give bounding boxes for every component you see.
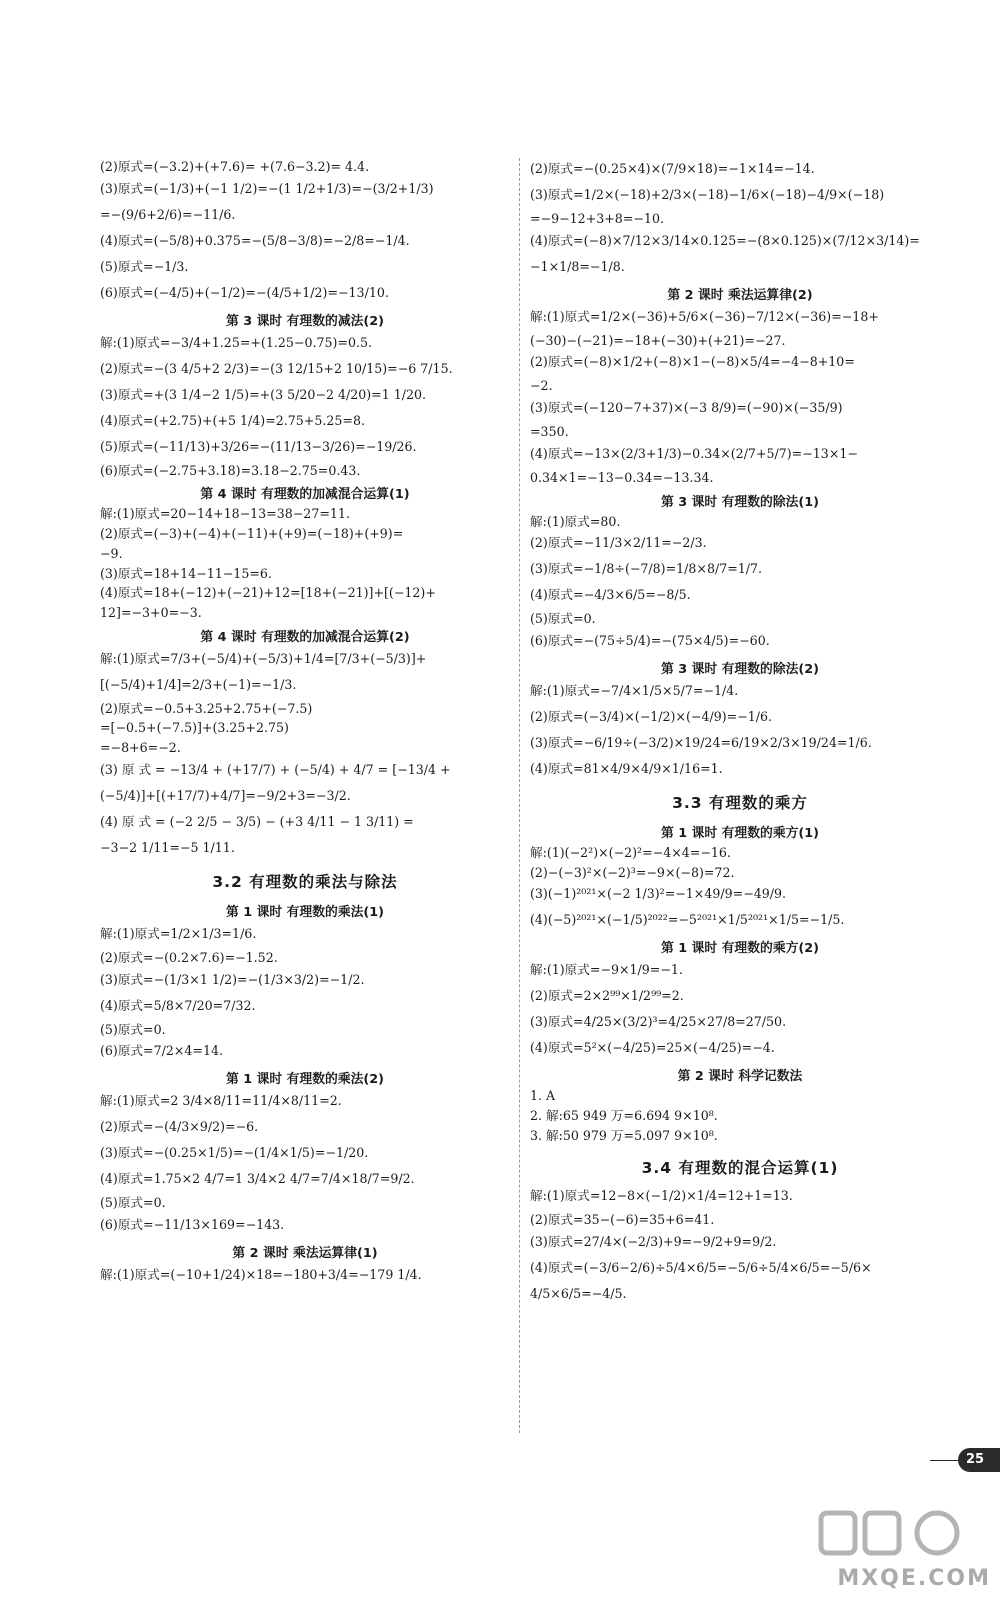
solution-line: (5)原式=−1/3. [100,258,189,274]
lesson-heading: 第 3 课时 有理数的减法(2) [225,313,385,329]
solution-line: 解:(1)原式=12−8×(−1/2)×1/4=12+1=13. [530,1188,793,1204]
solution-line: (4)原式=−4/3×6/5=−8/5. [530,587,691,603]
solution-line: 解:(1)原式=1/2×1/3=1/6. [100,925,257,941]
solution-line: (−30)−(−21)=−18+(−30)+(+21)=−27. [530,332,786,348]
solution-line: (4)原式=1.75×2 4/7=1 3/4×2 4/7=7/4×18/7=9/2. [100,1171,415,1187]
solution-line: 2. 解:65 949 万=6.694 9×10⁸. [530,1108,718,1124]
solution-line: (2)−(−3)²×(−2)³=−9×(−8)=72. [530,864,735,880]
solution-line: (3)原式=18+14−11−15=6. [100,565,272,581]
solution-line: (2)原式=(−3)+(−4)+(−11)+(+9)=(−18)+(+9)= [100,526,404,542]
solution-line: (6)原式=−(75÷5/4)=−(75×4/5)=−60. [530,633,770,649]
lesson-heading: 第 1 课时 有理数的乘法(2) [225,1072,385,1088]
solution-line: 解:(1)原式=(−10+1/24)×18=−180+3/4=−179 1/4. [100,1267,422,1283]
solution-line: 1. A [530,1088,556,1104]
solution-line: (6)原式=(−2.75+3.18)=3.18−2.75=0.43. [100,462,361,478]
solution-line: (2)原式=−11/3×2/11=−2/3. [530,535,707,551]
solution-line: −9. [100,545,123,561]
solution-line: =−8+6=−2. [100,740,181,756]
section-title: 3.3 有理数的乘方 [672,794,808,813]
solution-line: [(−5/4)+1/4]=2/3+(−1)=−1/3. [100,676,297,692]
lesson-heading: 第 3 课时 有理数的除法(2) [660,662,820,678]
solution-line: (2)原式=−(4/3×9/2)=−6. [100,1119,259,1135]
solution-line: (3)原式=+(3 1/4−2 1/5)=+(3 5/20−2 4/20)=1 1/20. [100,386,427,402]
section-title: 3.2 有理数的乘法与除法 [212,872,398,891]
watermark-icon [815,1505,995,1565]
lesson-heading: 第 2 课时 科学记数法 [677,1069,803,1085]
solution-line: (6)原式=(−4/5)+(−1/2)=−(4/5+1/2)=−13/10. [100,284,389,300]
solution-line: (4)原式=(−5/8)+0.375=−(5/8−3/8)=−2/8=−1/4. [100,232,410,248]
solution-line: 解:(1)原式=80. [530,513,621,529]
solution-line: (4)原式=(+2.75)+(+5 1/4)=2.75+5.25=8. [100,412,365,428]
solution-line: (4)原式=18+(−12)+(−21)+12=[18+(−21)]+[(−12)+ [100,585,436,601]
solution-line: 0.34×1=−13−0.34=−13.34. [530,469,714,485]
lesson-heading: 第 2 课时 乘法运算律(2) [667,287,813,303]
solution-line: (2)原式=−(0.2×7.6)=−1.52. [100,949,278,965]
solution-line: (2)原式=(−3/4)×(−1/2)×(−4/9)=−1/6. [530,709,772,725]
watermark-logo [815,1505,995,1595]
left-column [100,160,510,1292]
solution-line: 4/5×6/5=−4/5. [530,1285,627,1301]
solution-line: 12]=−3+0=−3. [100,605,202,621]
solution-line: (5)原式=(−11/13)+3/26=−(11/13−3/26)=−19/26. [100,438,417,454]
lesson-heading: 第 3 课时 有理数的除法(1) [660,494,820,510]
solution-line: (3)原式=4/25×(3/2)³=4/25×27/8=27/50. [530,1014,787,1030]
page-number-badge: 25 [958,1448,1000,1472]
solution-line: =350. [530,424,569,440]
solution-line: (2)原式=−(3 4/5+2 2/3)=−(3 12/15+2 10/15)=−6 7/15. [100,360,453,376]
solution-line: (3)(−1)²⁰²¹×(−2 1/3)²=−1×49/9=−49/9. [530,886,787,902]
solution-line: (4) 原 式 = (−2 2/5 − 3/5) − (+3 4/11 − 1 3/11) = [100,813,414,829]
solution-line: (3)原式=−1/8÷(−7/8)=1/8×8/7=1/7. [530,561,763,577]
solution-line: (2)原式=(−3.2)+(+7.6)= +(7.6−3.2)= 4.4. [100,159,370,174]
solution-line: (4)(−5)²⁰²¹×(−1/5)²⁰²²=−5²⁰²¹×1/5²⁰²¹×1/5=−1/5. [530,912,845,928]
solution-line: (4)原式=5/8×7/20=7/32. [100,997,256,1013]
solution-line: (2)原式=(−8)×1/2+(−8)×1−(−8)×5/4=−4−8+10= [530,354,855,370]
solution-line: 解:(1)原式=1/2×(−36)+5/6×(−36)−7/12×(−36)=−18+ [530,308,879,324]
solution-line: (3) 原 式 = −13/4 + (+17/7) + (−5/4) + 4/7 = [−13/4 + [100,761,451,777]
solution-line: 3. 解:50 979 万=5.097 9×10⁸. [530,1127,718,1143]
lesson-heading: 第 1 课时 有理数的乘方(2) [660,941,820,957]
solution-line: =[−0.5+(−7.5)]+(3.25+2.75) [100,720,289,736]
solution-line: (4)原式=(−8)×7/12×3/14×0.125=−(8×0.125)×(7/12×3/14)= [530,232,920,248]
solution-line: (−5/4)]+[(+17/7)+4/7]=−9/2+3=−3/2. [100,787,351,803]
solution-line: (4)原式=(−3/6−2/6)÷5/4×6/5=−5/6÷5/4×6/5=−5/6× [530,1259,872,1275]
lesson-heading: 第 1 课时 有理数的乘方(1) [660,826,820,842]
solution-line: 解:(1)原式=20−14+18−13=38−27=11. [100,506,350,522]
lesson-heading: 第 2 课时 乘法运算律(1) [232,1246,378,1262]
solution-line: (5)原式=0. [530,611,596,627]
solution-line: 解:(1)原式=2 3/4×8/11=11/4×8/11=2. [100,1093,342,1109]
solution-line: (4)原式=5²×(−4/25)=25×(−4/25)=−4. [530,1040,775,1056]
column-divider [519,158,520,1433]
solution-line: (5)原式=0. [100,1021,166,1037]
solution-line: (2)原式=−0.5+3.25+2.75+(−7.5) [100,700,313,716]
solution-line: (2)原式=2×2⁹⁹×1/2⁹⁹=2. [530,988,684,1004]
solution-line: −3−2 1/11=−5 1/11. [100,839,235,855]
solution-line: −2. [530,378,553,394]
solution-line: 解:(1)原式=−3/4+1.25=+(1.25−0.75)=0.5. [100,334,372,350]
solution-line: (4)原式=−13×(2/3+1/3)−0.34×(2/7+5/7)=−13×1− [530,445,858,461]
solution-line: 解:(1)(−2²)×(−2)²=−4×4=−16. [530,845,731,861]
solution-line: (3)原式=−(1/3×1 1/2)=−(1/3×3/2)=−1/2. [100,971,365,987]
solution-line: 解:(1)原式=−7/4×1/5×5/7=−1/4. [530,683,739,699]
solution-line: =−9−12+3+8=−10. [530,211,664,226]
solution-line: (3)原式=1/2×(−18)+2/3×(−18)−1/6×(−18)−4/9×(−18) [530,187,885,202]
page-number-rule [930,1460,958,1461]
section-title: 3.4 有理数的混合运算(1) [641,1159,839,1178]
solution-line: (4)原式=81×4/9×4/9×1/16=1. [530,761,723,777]
solution-line: (6)原式=7/2×4=14. [100,1043,223,1059]
solution-line: (5)原式=0. [100,1195,166,1211]
solution-line: =−(9/6+2/6)=−11/6. [100,206,236,222]
solution-line: (2)原式=−(0.25×4)×(7/9×18)=−1×14=−14. [530,161,815,176]
solution-line: −1×1/8=−1/8. [530,258,625,274]
lesson-heading: 第 4 课时 有理数的加减混合运算(2) [200,629,410,645]
solution-line: 解:(1)原式=7/3+(−5/4)+(−5/3)+1/4=[7/3+(−5/3)]+ [100,650,427,666]
solution-line: (3)原式=(−1/3)+(−1 1/2)=−(1 1/2+1/3)=−(3/2+1/3) [100,180,434,196]
solution-line: (2)原式=35−(−6)=35+6=41. [530,1212,715,1228]
solution-line: (3)原式=27/4×(−2/3)+9=−9/2+9=9/2. [530,1233,777,1249]
solution-line: (6)原式=−11/13×169=−143. [100,1217,285,1233]
solution-line: 解:(1)原式=−9×1/9=−1. [530,962,683,978]
lesson-heading: 第 4 课时 有理数的加减混合运算(1) [200,487,410,503]
watermark-text: MXQE.COM [837,1566,991,1591]
solution-line: (3)原式=(−120−7+37)×(−3 8/9)=(−90)×(−35/9) [530,400,843,416]
solution-line: (3)原式=−(0.25×1/5)=−(1/4×1/5)=−1/20. [100,1145,369,1161]
lesson-heading: 第 1 课时 有理数的乘法(1) [225,904,385,920]
solution-line: (3)原式=−6/19÷(−3/2)×19/24=6/19×2/3×19/24=1/6. [530,735,872,751]
right-column [530,160,950,1311]
